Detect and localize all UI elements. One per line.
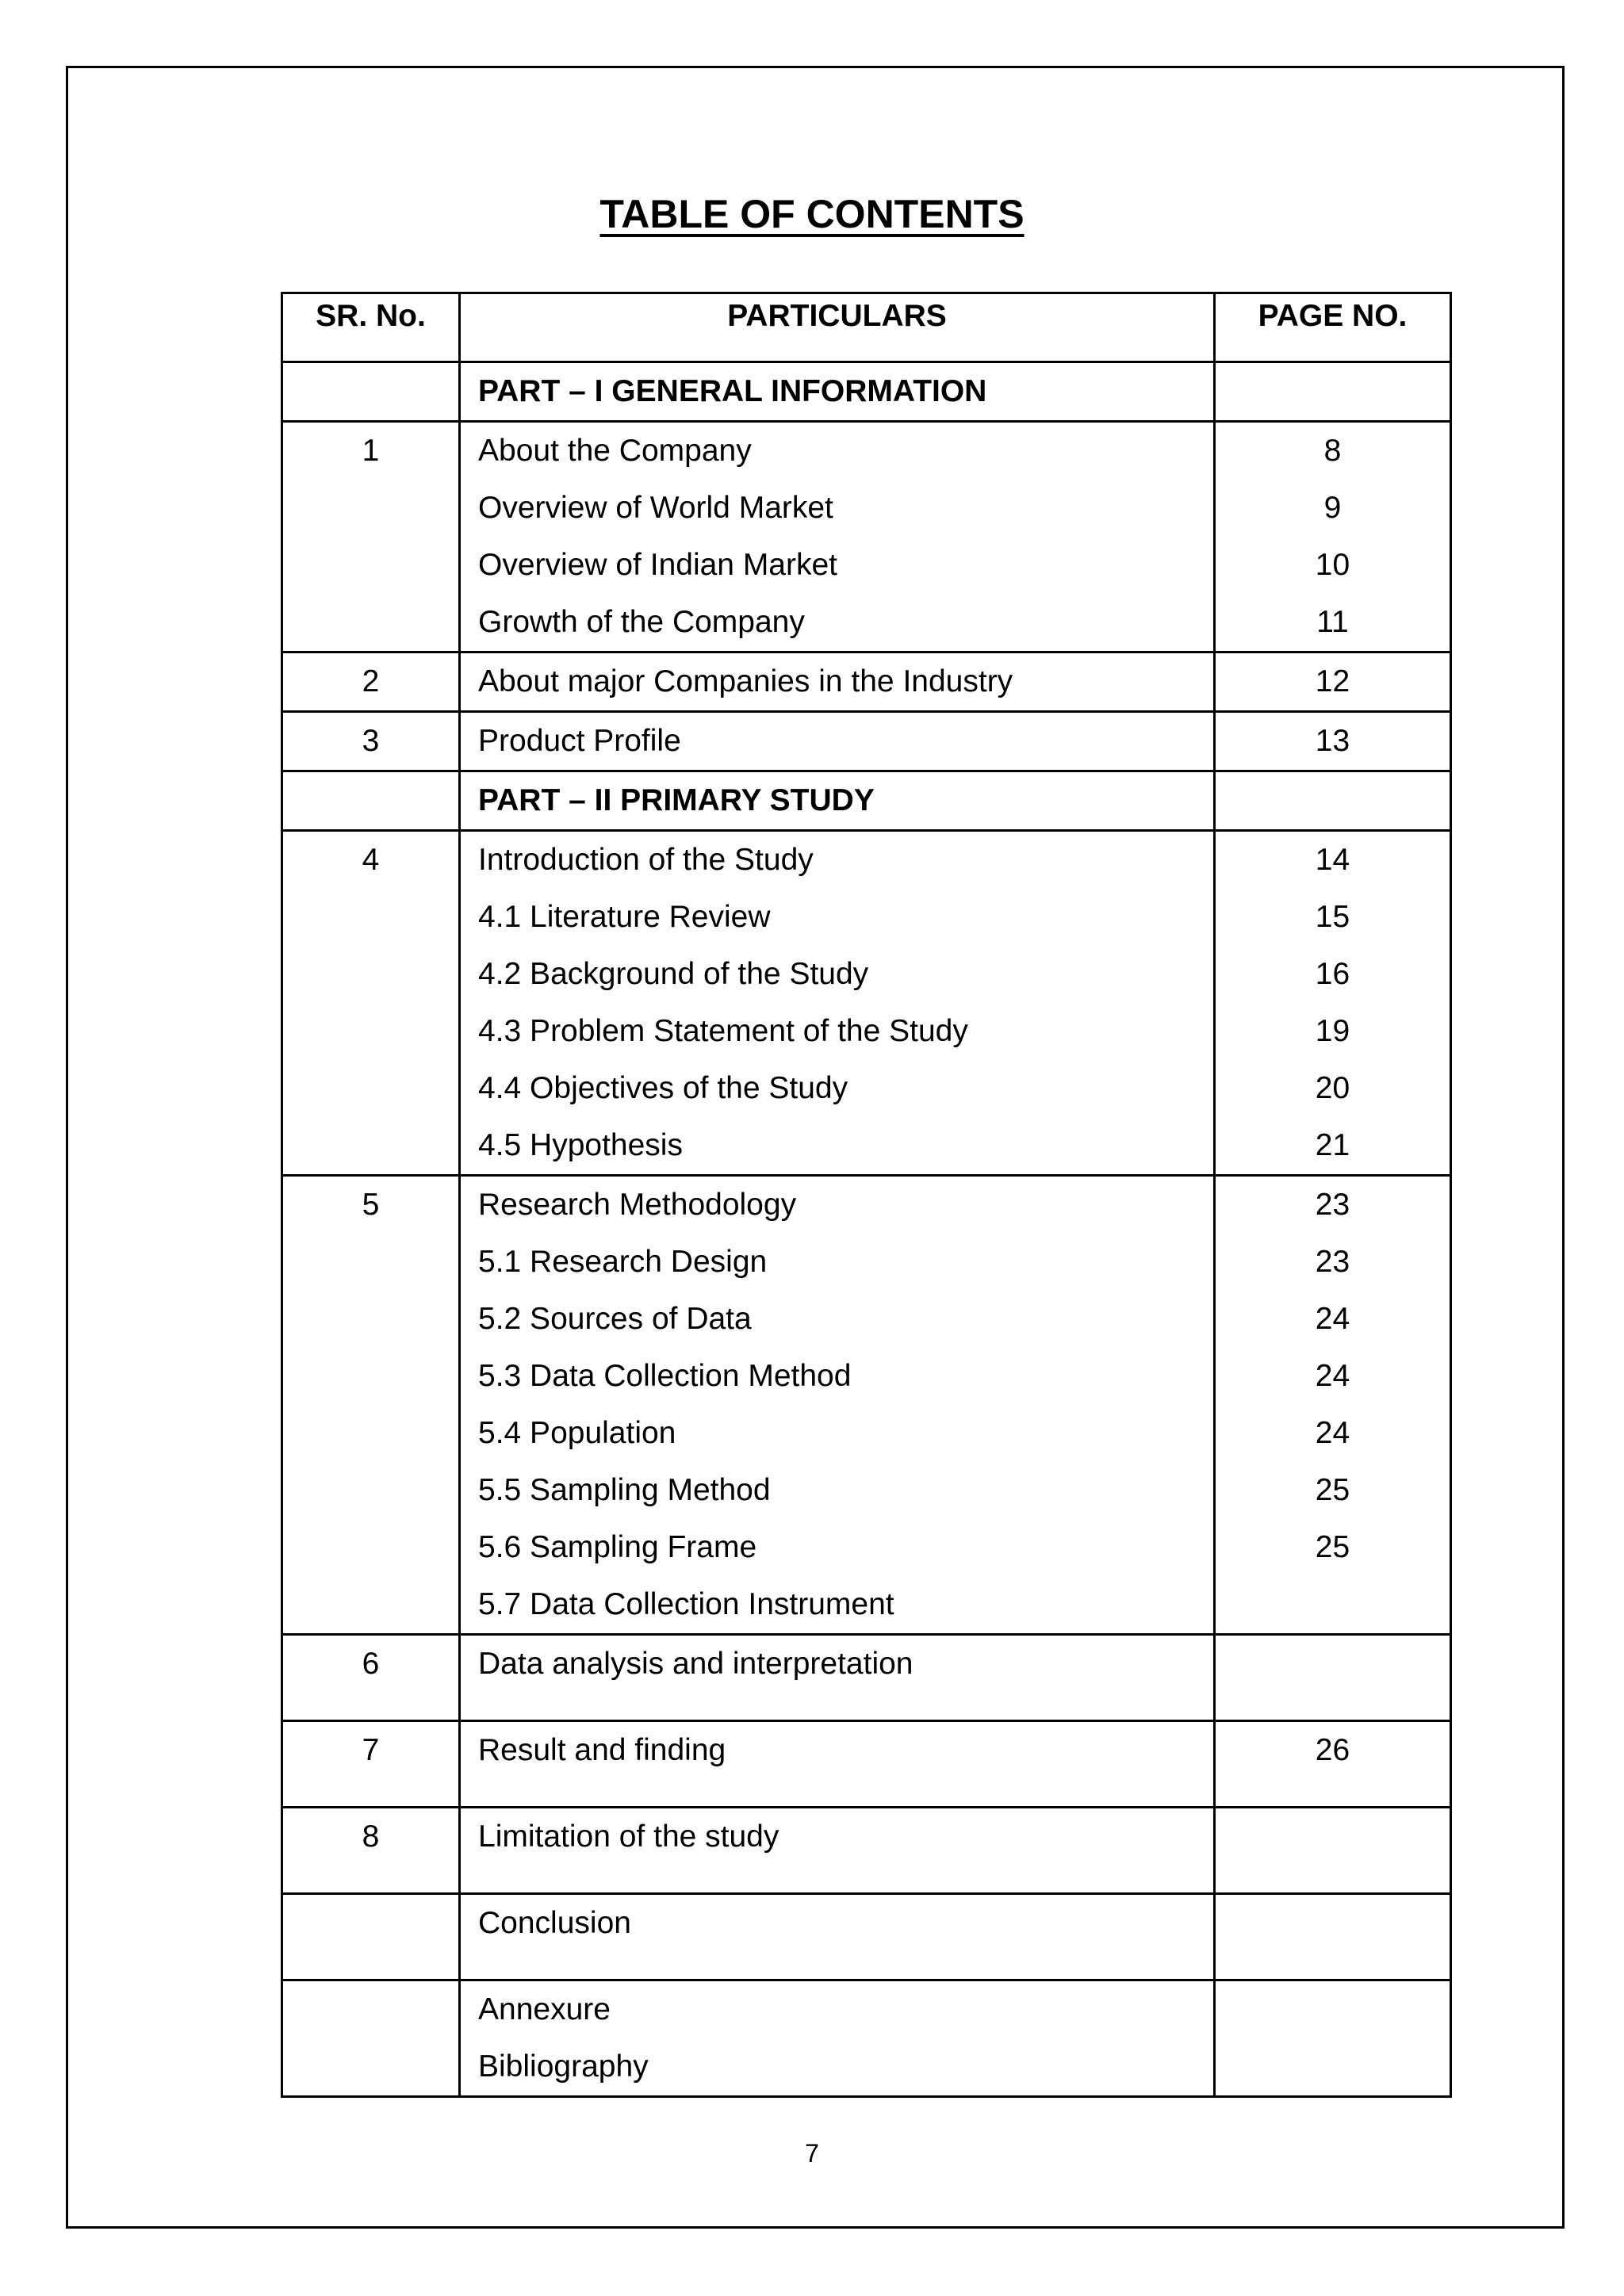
page-number-value: 23 [1315, 1245, 1350, 1279]
sr-number [283, 1895, 458, 1952]
list-item: Overview of Indian Market [478, 548, 838, 582]
sr-cell [282, 362, 460, 422]
particulars-cell [460, 1176, 1215, 1635]
table-row [282, 1808, 1451, 1894]
list-item: Research Methodology [478, 1188, 797, 1222]
sr-number: 8 [362, 1820, 380, 1854]
list-item: 5.1 Research Design [478, 1245, 768, 1279]
page-title [0, 190, 1624, 238]
list-item: Introduction of the Study [478, 843, 814, 877]
sr-cell [282, 1980, 460, 2097]
contents-table [281, 292, 1452, 2098]
sr-cell [282, 771, 460, 831]
page-number-value: 24 [1315, 1302, 1350, 1336]
page-cell [1215, 1980, 1451, 2097]
page-number-value: 16 [1315, 957, 1350, 991]
particulars-cell [460, 652, 1215, 712]
list-item: 4.2 Background of the Study [478, 957, 869, 991]
list-item: 4.4 Objectives of the Study [478, 1071, 848, 1105]
table-row [282, 712, 1451, 771]
sr-number: 2 [362, 664, 380, 698]
part-heading-cell [460, 771, 1215, 831]
page-number-value: 23 [1315, 1188, 1350, 1222]
part-heading: PART – I GENERAL INFORMATION [478, 374, 987, 408]
header-particulars: PARTICULARS [460, 293, 1215, 362]
page-number-value: 25 [1315, 1530, 1350, 1564]
list-item: Data analysis and interpretation [478, 1647, 914, 1681]
page-cell [1215, 1808, 1451, 1894]
page-number-value [1216, 1636, 1450, 1693]
page-number-value: 20 [1315, 1071, 1350, 1105]
sr-cell [282, 1721, 460, 1808]
page-cell [1215, 712, 1451, 771]
sr-cell [282, 422, 460, 652]
sr-cell [282, 712, 460, 771]
list-item: 5.2 Sources of Data [478, 1302, 752, 1336]
page-cell [1215, 422, 1451, 652]
page-number-value: 13 [1315, 724, 1350, 758]
particulars-cell [460, 712, 1215, 771]
list-item: Growth of the Company [478, 605, 805, 639]
sr-number: 5 [362, 1188, 380, 1222]
table-row [282, 652, 1451, 712]
list-item: 4.1 Literature Review [478, 900, 771, 934]
sr-number: 6 [362, 1647, 380, 1681]
particulars-cell [460, 422, 1215, 652]
list-item: Product Profile [478, 724, 681, 758]
page-number-value: 19 [1315, 1014, 1350, 1048]
list-item: About major Companies in the Industry [478, 664, 1013, 698]
list-item: About the Company [478, 434, 752, 468]
list-item: 4.5 Hypothesis [478, 1128, 683, 1162]
table-row [282, 1721, 1451, 1808]
page-cell [1215, 1721, 1451, 1808]
list-item: Annexure [478, 1992, 611, 2026]
sr-cell [282, 1635, 460, 1721]
sr-cell [282, 1894, 460, 1980]
table-row [282, 362, 1451, 422]
part-heading: PART – II PRIMARY STUDY [478, 783, 875, 817]
table-row [282, 422, 1451, 652]
sr-cell [282, 652, 460, 712]
page-number-value [1216, 1895, 1450, 1952]
particulars-cell [460, 1635, 1215, 1721]
table-row [282, 1176, 1451, 1635]
list-item: Result and finding [478, 1733, 726, 1767]
list-item: Overview of World Market [478, 491, 833, 525]
list-item: 5.6 Sampling Frame [478, 1530, 757, 1564]
table-header-row [282, 293, 1451, 362]
table-row [282, 1894, 1451, 1980]
particulars-cell [460, 1721, 1215, 1808]
list-item: Conclusion [478, 1906, 631, 1940]
table-row [282, 1635, 1451, 1721]
list-item: Limitation of the study [478, 1820, 779, 1854]
page-cell [1215, 362, 1451, 422]
sr-cell [282, 1176, 460, 1635]
part-heading-cell [460, 362, 1215, 422]
header-sr-no: SR. No. [282, 293, 460, 362]
page-number-value [1216, 1808, 1450, 1866]
list-item: 5.7 Data Collection Instrument [478, 1587, 894, 1621]
particulars-cell [460, 1980, 1215, 2097]
page-number-value: 8 [1323, 434, 1342, 468]
page-number-value [1216, 1576, 1450, 1633]
sr-cell [282, 831, 460, 1176]
table-row [282, 771, 1451, 831]
page-number-value: 15 [1315, 900, 1350, 934]
page-number-value: 24 [1315, 1416, 1350, 1450]
page-number: 7 [805, 2139, 819, 2168]
sr-cell [282, 1808, 460, 1894]
list-item: 5.3 Data Collection Method [478, 1359, 852, 1393]
table-row [282, 831, 1451, 1176]
particulars-cell [460, 1808, 1215, 1894]
page-number-value: 14 [1315, 843, 1350, 877]
page-number-value [1216, 1981, 1450, 2038]
list-item: 5.4 Population [478, 1416, 676, 1450]
page-number-value: 25 [1315, 1473, 1350, 1507]
page-number-value: 24 [1315, 1359, 1350, 1393]
page-number-value: 9 [1323, 491, 1342, 525]
page-number-value: 21 [1315, 1128, 1350, 1162]
title-text: TABLE OF CONTENTS [599, 192, 1025, 236]
page-number-value: 12 [1315, 664, 1350, 698]
sr-number: 1 [362, 434, 380, 468]
page-cell [1215, 771, 1451, 831]
page-cell [1215, 652, 1451, 712]
page-cell [1215, 1635, 1451, 1721]
sr-number [283, 1981, 458, 2038]
header-page-no: PAGE NO. [1215, 293, 1451, 362]
page-number-value: 26 [1315, 1733, 1350, 1767]
table-row [282, 1980, 1451, 2097]
list-item: 4.3 Problem Statement of the Study [478, 1014, 968, 1048]
page-number-value: 10 [1315, 548, 1350, 582]
list-item: Bibliography [478, 2049, 649, 2084]
page-cell [1215, 1894, 1451, 1980]
sr-number: 4 [362, 843, 380, 877]
sr-number: 3 [362, 724, 380, 758]
page-cell [1215, 1176, 1451, 1635]
particulars-cell [460, 831, 1215, 1176]
particulars-cell [460, 1894, 1215, 1980]
page-cell [1215, 831, 1451, 1176]
list-item: 5.5 Sampling Method [478, 1473, 771, 1507]
page-number-value: 11 [1316, 605, 1349, 639]
sr-number: 7 [362, 1733, 380, 1767]
